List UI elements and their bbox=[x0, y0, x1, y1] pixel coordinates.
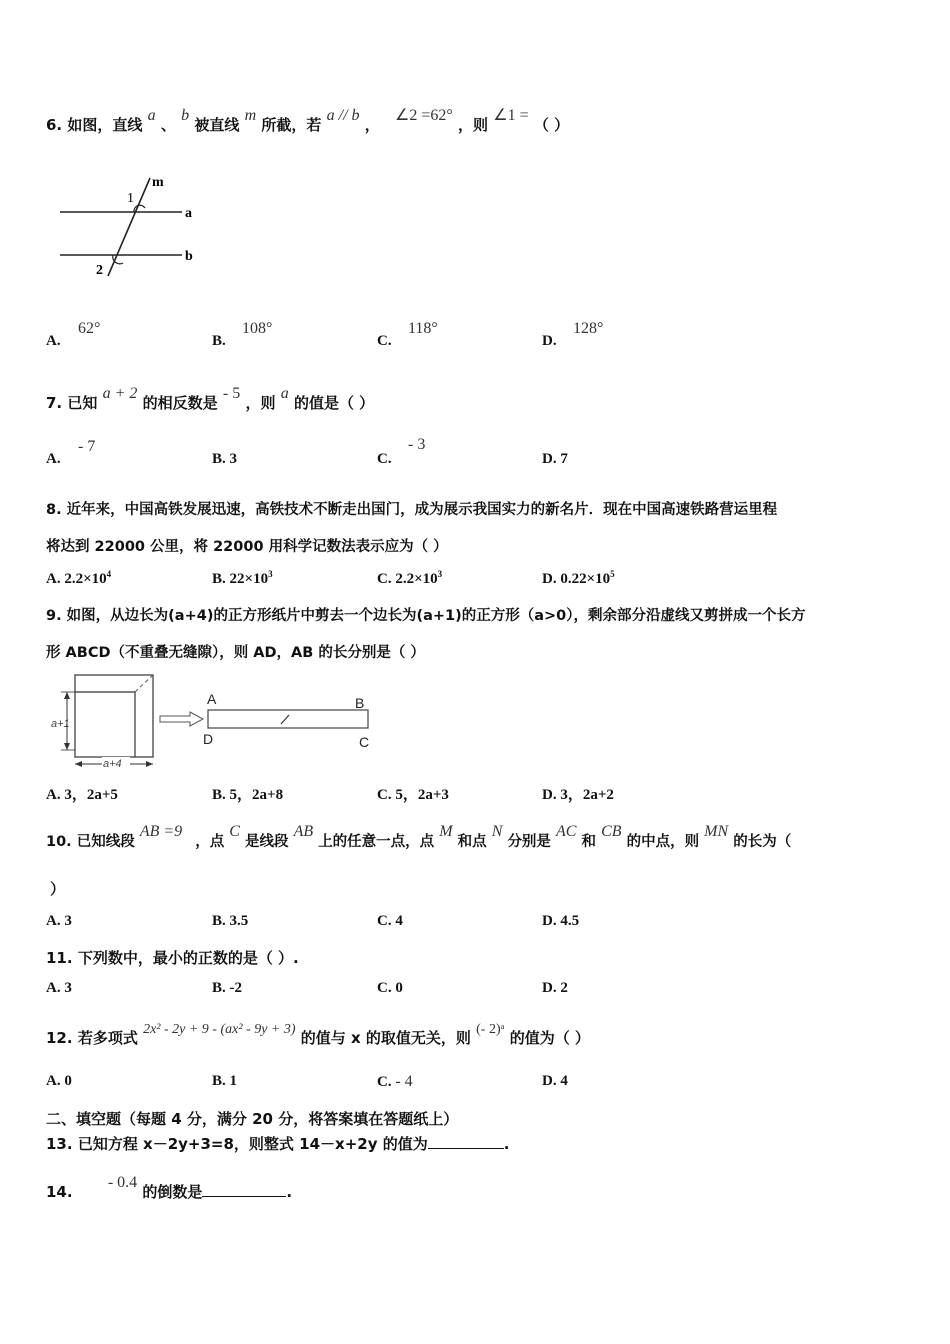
option-label: B. bbox=[212, 1073, 226, 1089]
question-10-close: ） bbox=[50, 880, 66, 898]
math-var: C bbox=[229, 823, 240, 840]
answer-blank[interactable] bbox=[202, 1182, 286, 1197]
side-label: a+1 bbox=[51, 718, 70, 730]
option-a-value: 62° bbox=[78, 320, 101, 337]
text: 的值与 x 的取值无关，则 bbox=[300, 1029, 471, 1047]
exponent: 3 bbox=[437, 569, 443, 579]
option-label: C. bbox=[377, 451, 392, 467]
text: 的值是（ ） bbox=[293, 394, 375, 412]
question-text: 的倒数是 bbox=[142, 1183, 203, 1201]
option-value: 3 bbox=[64, 913, 72, 929]
question-11-stem bbox=[46, 947, 299, 968]
option-label: D. bbox=[542, 571, 557, 587]
question-text: 下列数中，最小的正数的是（ ）. bbox=[77, 949, 299, 967]
question-number: 10. bbox=[46, 834, 72, 850]
option-label: A. bbox=[46, 913, 61, 929]
option-value: - 4 bbox=[395, 1073, 413, 1090]
question-9-line1 bbox=[46, 604, 806, 625]
text: 和 bbox=[581, 834, 597, 850]
option-label: C. bbox=[377, 913, 392, 929]
option-value: 4 bbox=[395, 913, 403, 929]
option-value: 5，2a+3 bbox=[395, 787, 449, 803]
option-c[interactable] bbox=[377, 913, 403, 930]
option-value: 3，2a+5 bbox=[64, 787, 118, 803]
text: 已知 bbox=[67, 394, 98, 412]
option-label: A. bbox=[46, 787, 61, 803]
question-10-stem bbox=[46, 823, 792, 851]
option-b-value: 108° bbox=[242, 320, 273, 337]
math-var: M bbox=[439, 823, 453, 840]
parallel-lines-figure bbox=[50, 170, 210, 280]
math-expr: a + 2 bbox=[102, 385, 138, 402]
option-label: C. bbox=[377, 980, 392, 996]
option-value: 0 bbox=[395, 980, 403, 996]
option-label: B. bbox=[212, 787, 226, 803]
text: （ ） bbox=[533, 116, 570, 134]
option-d-value: 128° bbox=[573, 320, 604, 337]
line-a-label: a bbox=[185, 206, 192, 221]
option-d[interactable] bbox=[542, 980, 568, 997]
question-number: 11. bbox=[46, 949, 73, 967]
option-a[interactable] bbox=[46, 783, 118, 804]
math-expr: - 5 bbox=[222, 385, 241, 402]
option-a[interactable] bbox=[46, 569, 111, 588]
text: 和点 bbox=[457, 834, 487, 850]
corner-c: C bbox=[359, 734, 370, 750]
text: ，点 bbox=[195, 834, 225, 850]
option-label: B. bbox=[212, 333, 226, 349]
text: 被直线 bbox=[194, 116, 240, 134]
option-value: 2.2×10 bbox=[64, 571, 107, 587]
text: 若多项式 bbox=[77, 1029, 138, 1047]
option-c[interactable] bbox=[377, 1073, 413, 1091]
option-d[interactable] bbox=[542, 783, 614, 804]
option-value: 2 bbox=[560, 980, 568, 996]
math-var: b bbox=[181, 107, 190, 124]
corner-d: D bbox=[203, 731, 214, 747]
option-a[interactable] bbox=[46, 1073, 72, 1090]
option-label: D. bbox=[542, 787, 557, 803]
question-number: 6. bbox=[46, 116, 63, 134]
option-c[interactable] bbox=[377, 333, 392, 350]
question-14-stem bbox=[46, 1174, 293, 1202]
question-number: 13. bbox=[46, 1135, 73, 1153]
math-expr: - 0.4 bbox=[107, 1174, 138, 1191]
math-var: AB bbox=[293, 823, 314, 840]
option-b-value: 3 bbox=[229, 451, 238, 467]
option-value: 4 bbox=[560, 1073, 568, 1089]
math-var: m bbox=[244, 107, 257, 124]
line-m-label: m bbox=[152, 175, 164, 190]
question-9-line2: 形 ABCD（不重叠无缝隙），则 AD，AB 的长分别是（ ） bbox=[46, 645, 425, 661]
exponent: 4 bbox=[106, 569, 112, 579]
line-b-label: b bbox=[185, 249, 193, 264]
option-value: 5，2a+8 bbox=[229, 787, 284, 803]
option-b[interactable] bbox=[212, 1073, 237, 1090]
option-value: 3.5 bbox=[229, 913, 249, 929]
math-var: N bbox=[491, 823, 503, 840]
question-number: 8. bbox=[46, 502, 62, 518]
question-number: 14. bbox=[46, 1183, 73, 1201]
section-heading: 二、填空题（每题 4 分，满分 20 分，将答案填在答题纸上） bbox=[46, 1110, 459, 1128]
math-var: CB bbox=[601, 823, 622, 840]
option-value: 3，2a+2 bbox=[560, 787, 614, 803]
text: 所截，若 bbox=[261, 116, 322, 134]
option-label: C. bbox=[377, 787, 392, 803]
math-var: MN bbox=[704, 823, 729, 840]
option-label: A. bbox=[46, 980, 61, 996]
bottom-label: a+4 bbox=[103, 758, 122, 768]
option-label: C. bbox=[377, 571, 392, 587]
option-d-value: 7 bbox=[560, 451, 568, 467]
option-value: -2 bbox=[229, 980, 243, 996]
question-number: 9. bbox=[46, 608, 62, 624]
text: 的长为（ bbox=[733, 834, 792, 850]
math-expr: (- 2)ᵃ bbox=[476, 1022, 505, 1037]
text: 、 bbox=[160, 116, 176, 134]
math-expr: AB =9 bbox=[139, 823, 183, 840]
option-d[interactable] bbox=[542, 913, 579, 930]
text: 如图，直线 bbox=[67, 116, 143, 134]
option-label: C. bbox=[377, 1074, 392, 1090]
text: 上的任意一点，点 bbox=[318, 834, 435, 850]
option-c[interactable] bbox=[377, 569, 442, 588]
option-a[interactable] bbox=[46, 913, 72, 930]
option-label: D. bbox=[542, 913, 557, 929]
math-expr: ∠2 =62° bbox=[395, 107, 453, 124]
answer-blank[interactable] bbox=[428, 1134, 504, 1149]
option-value: 4.5 bbox=[560, 913, 580, 929]
angle-1-label: 1 bbox=[127, 191, 134, 206]
math-expr: a // b bbox=[326, 107, 360, 124]
option-d[interactable] bbox=[542, 569, 615, 588]
text: ，则 bbox=[245, 394, 276, 412]
option-label: D. bbox=[542, 1073, 557, 1089]
exponent: 3 bbox=[268, 569, 273, 579]
question-number: 12. bbox=[46, 1029, 73, 1047]
angle-2-label: 2 bbox=[96, 263, 103, 278]
math-var: a bbox=[280, 385, 289, 402]
corner-b: B bbox=[355, 695, 365, 711]
option-value: 3 bbox=[64, 980, 72, 996]
question-13-stem bbox=[46, 1133, 509, 1154]
option-b[interactable] bbox=[212, 913, 248, 930]
option-label: A. bbox=[46, 571, 61, 587]
option-value: 1 bbox=[229, 1073, 238, 1089]
option-label: B. bbox=[212, 451, 226, 467]
option-label: A. bbox=[46, 333, 61, 349]
option-value: 2.2×10 bbox=[395, 571, 438, 587]
option-label: B. bbox=[212, 980, 226, 996]
math-var: AC bbox=[556, 823, 577, 840]
option-label: B. bbox=[212, 571, 226, 587]
square-cut-figure bbox=[45, 672, 380, 768]
option-b[interactable] bbox=[212, 980, 242, 997]
text: ，则 bbox=[458, 116, 489, 134]
option-value: 0.22×10 bbox=[560, 571, 611, 587]
option-value: 0 bbox=[64, 1073, 72, 1089]
option-b[interactable] bbox=[212, 569, 273, 588]
option-b[interactable] bbox=[212, 333, 226, 350]
text: 的相反数是 bbox=[142, 394, 218, 412]
exponent: 5 bbox=[610, 569, 615, 579]
question-8-line1 bbox=[46, 498, 777, 519]
question-number: 7. bbox=[46, 394, 63, 412]
option-c[interactable] bbox=[377, 980, 403, 997]
option-b[interactable] bbox=[212, 451, 237, 468]
text: 已知线段 bbox=[76, 834, 135, 850]
question-text: 如图，从边长为(a+4)的正方形纸片中剪去一个边长为(a+1)的正方形（a>0），剩余部分沿虚线又剪拼成一个长方 bbox=[66, 608, 806, 624]
option-d[interactable] bbox=[542, 451, 568, 468]
option-label: A. bbox=[46, 1073, 61, 1089]
question-12-stem bbox=[46, 1022, 590, 1048]
option-c-value: - 3 bbox=[408, 436, 426, 453]
math-var: a bbox=[147, 107, 156, 124]
option-label: D. bbox=[542, 980, 557, 996]
math-expr: 2x² - 2y + 9 - (ax² - 9y + 3) bbox=[143, 1022, 296, 1037]
option-label: A. bbox=[46, 451, 61, 467]
option-c[interactable] bbox=[377, 783, 449, 804]
text: . bbox=[503, 1135, 510, 1153]
text: 是线段 bbox=[245, 834, 289, 850]
option-label: D. bbox=[542, 333, 557, 349]
option-a-value: - 7 bbox=[78, 438, 96, 455]
option-label: B. bbox=[212, 913, 226, 929]
text: 的中点，则 bbox=[626, 834, 700, 850]
option-a[interactable] bbox=[46, 451, 61, 468]
option-c[interactable] bbox=[377, 451, 392, 468]
question-6-stem bbox=[46, 107, 570, 135]
option-d[interactable] bbox=[542, 333, 557, 350]
option-value: 22×10 bbox=[229, 571, 269, 587]
question-text: 已知方程 x－2y+3=8，则整式 14－x+2y 的值为 bbox=[77, 1135, 428, 1153]
option-b[interactable] bbox=[212, 783, 283, 804]
question-text: 近年来，中国高铁发展迅速，高铁技术不断走出国门，成为展示我国实力的新名片．现在中国高速铁路营运里程 bbox=[66, 502, 778, 518]
option-label: D. bbox=[542, 451, 557, 467]
option-c-value: 118° bbox=[408, 320, 438, 337]
option-label: C. bbox=[377, 333, 392, 349]
option-a[interactable] bbox=[46, 333, 61, 350]
option-a[interactable] bbox=[46, 980, 72, 997]
option-d[interactable] bbox=[542, 1073, 568, 1090]
text: 的值为（ ） bbox=[509, 1029, 590, 1047]
question-7-stem bbox=[46, 385, 375, 413]
text: ， bbox=[364, 116, 380, 134]
text: 分别是 bbox=[507, 834, 551, 850]
corner-a: A bbox=[207, 691, 217, 707]
question-8-line2: 将达到 22000 公里，将 22000 用科学记数法表示应为（ ） bbox=[46, 539, 448, 555]
math-expr: ∠1 = bbox=[493, 107, 529, 124]
text: . bbox=[286, 1183, 293, 1201]
